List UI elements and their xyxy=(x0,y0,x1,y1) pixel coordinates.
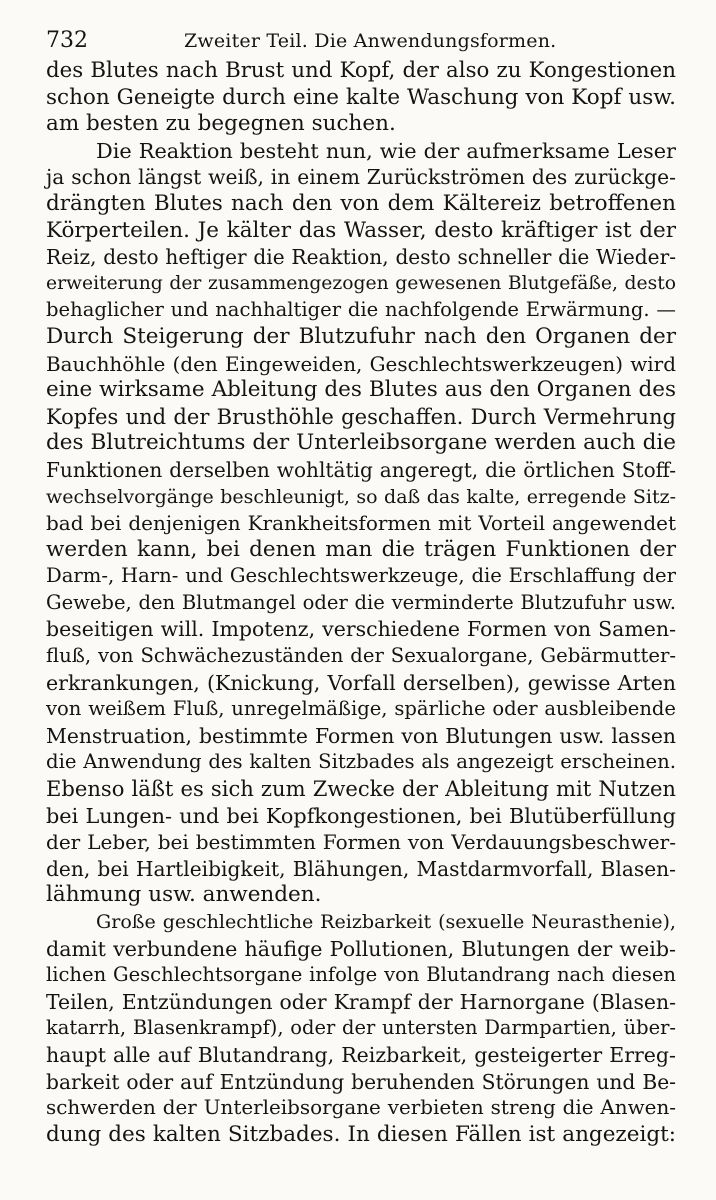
page-header xyxy=(46,22,676,58)
paragraph-3 xyxy=(46,909,676,1148)
text-line: Körperteilen. Je kälter das Wasser, desto kräftiger ist der xyxy=(46,217,676,243)
text-line: Ebenso läßt es sich zum Zwecke der Ableitung mit Nutzen xyxy=(46,776,676,802)
text-line: drängten Blutes nach den von dem Kältereiz betroffenen xyxy=(46,190,676,216)
text-line: fluß, von Schwächezuständen der Sexualorgane, Gebärmutter- xyxy=(46,644,676,668)
text-line: behaglicher und nachhaltiger die nachfolgende Erwärmung. — xyxy=(46,298,676,322)
paragraph-1 xyxy=(46,58,676,138)
text-line: beseitigen will. Impotenz, verschiedene Formen von Samen- xyxy=(46,617,676,642)
paragraph-2 xyxy=(46,138,676,909)
text-line: Die Reaktion besteht nun, wie der aufmerksame Leser xyxy=(96,138,676,163)
text-line: Durch Steigerung der Blutzufuhr nach den Organen der xyxy=(46,323,676,349)
text-line: Kopfes und der Brusthöhle geschaffen. Durch Vermehrung xyxy=(46,403,676,429)
text-line: damit verbundene häufige Pollutionen, Blutungen der weib- xyxy=(46,936,676,961)
running-head: Zweiter Teil. Die Anwendungsformen. xyxy=(184,30,557,52)
text-line: erkrankungen, (Knickung, Vorfall derselben), gewisse Arten xyxy=(46,670,676,695)
page-number: 732 xyxy=(46,28,88,53)
text-line: barkeit oder auf Entzündung beruhenden Störungen und Be- xyxy=(46,1069,676,1094)
text-line: schwerden der Unterleibsorgane verbieten streng die Anwen- xyxy=(46,1096,676,1120)
text-line: dung des kalten Sitzbades. In diesen Fällen ist angezeigt: xyxy=(46,1121,676,1147)
text-line: werden kann, bei denen man die trägen Funktionen der xyxy=(46,536,676,562)
text-line: Reiz, desto heftiger die Reaktion, desto schneller die Wieder- xyxy=(46,245,676,270)
text-line: Bauchhöhle (den Eingeweiden, Geschlechtswerkzeugen) wird xyxy=(46,351,676,376)
text-line: bad bei denjenigen Krankheitsformen mit Vorteil angewendet xyxy=(46,511,676,536)
text-line: haupt alle auf Blutandrang, Reizbarkeit, gesteigerter Erreg- xyxy=(46,1042,676,1067)
text-line: lähmung usw. anwenden. xyxy=(46,882,322,908)
text-line: Menstruation, bestimmte Formen von Blutungen usw. lassen xyxy=(46,723,676,748)
text-line: bei Lungen- und bei Kopfkongestionen, bei Blutüberfüllung xyxy=(46,803,676,828)
text-line: Gewebe, den Blutmangel oder die verminderte Blutzufuhr usw. xyxy=(46,590,676,614)
text-line: lichen Geschlechtsorgane infolge von Blutandrang nach diesen xyxy=(46,963,676,987)
text-line: wechselvorgänge beschleunigt, so daß das kalte, erregende Sitz- xyxy=(46,485,676,508)
text-line: erweiterung der zusammengezogen gewesenen Blutgefäße, desto xyxy=(46,272,676,294)
text-line: der Leber, bei bestimmten Formen von Verdauungsbeschwer- xyxy=(46,830,676,855)
body-text xyxy=(46,58,676,1148)
text-line: Teilen, Entzündungen oder Krampf der Harnorgane (Blasen- xyxy=(46,989,676,1014)
text-line: des Blutes nach Brust und Kopf, der also zu Kongestionen xyxy=(46,58,676,83)
text-line: von weißem Fluß, unregelmäßige, spärliche oder ausbleibende xyxy=(46,697,676,721)
text-line: Große geschlechtliche Reizbarkeit (sexuelle Neurasthenie), xyxy=(96,911,676,933)
text-line: ja schon längst weiß, in einem Zurückströmen des zurückge- xyxy=(46,165,676,190)
text-line: Darm-, Harn- und Geschlechtswerkzeuge, die Erschlaffung der xyxy=(46,564,676,588)
text-line: Funktionen derselben wohltätig angeregt, die örtlichen Stoff- xyxy=(46,457,676,482)
text-line: katarrh, Blasenkrampf), oder der untersten Darmpartien, über- xyxy=(46,1016,676,1040)
text-line: schon Geneigte durch eine kalte Waschung von Kopf usw. xyxy=(46,84,676,110)
text-line: die Anwendung des kalten Sitzbades als angezeigt erscheinen. xyxy=(46,750,676,774)
text-line: am besten zu begegnen suchen. xyxy=(46,111,396,137)
text-line: den, bei Hartleibigkeit, Blähungen, Mastdarmvorfall, Blasen- xyxy=(46,856,676,881)
text-line: eine wirksame Ableitung des Blutes aus den Organen des xyxy=(46,377,676,403)
text-line: des Blutreichtums der Unterleibsorgane werden auch die xyxy=(46,430,676,456)
